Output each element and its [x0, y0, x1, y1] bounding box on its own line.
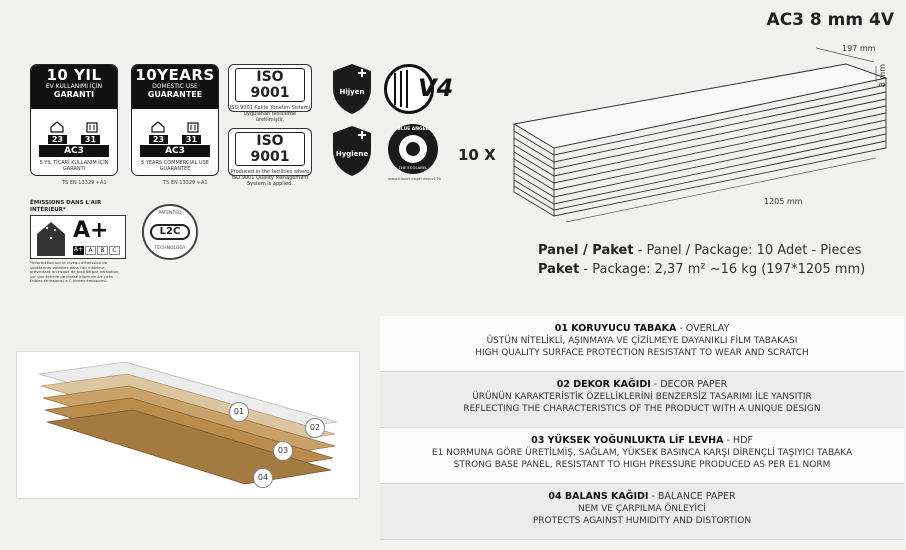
blue-angel-icon — [388, 124, 438, 174]
badge-tr-label: GARANTI — [53, 90, 95, 99]
v4-label: V4 — [418, 74, 454, 102]
emission-scale — [73, 246, 120, 255]
layer-desc-en: REFLECTING THE CHARACTERISTICS OF THE PRODUCT WITH A UNIQUE DESIGN — [463, 404, 821, 414]
layer-title: 01 KORUYUCU TABAKA — [554, 323, 677, 334]
pkg1-label: Panel / Paket — [538, 243, 634, 258]
house-icon — [50, 121, 64, 133]
iso-en-text: Produced in the facilities where ISO 9001 Quality Management System is applied. — [230, 169, 310, 187]
layer-row — [380, 484, 904, 540]
layer-tag-02: 02 — [305, 418, 325, 438]
layer-desc-en: PROTECTS AGAINST HUMIDITY AND DISTORTION — [532, 516, 752, 526]
layer-desc-tr: E1 NORMUNA GÖRE ÜRETİLMİŞ, SAĞLAM, YÜKSEK BASINCA KARŞI DİRENÇLİ TAŞIYICI TABAKA — [431, 448, 853, 458]
badge-en-class-31: 31 — [182, 135, 201, 144]
layer-tag-03: 03 — [273, 441, 293, 461]
pkg2-label: Paket — [538, 262, 580, 277]
badge-tr-code: TS EN 13329 +A1 — [62, 180, 107, 186]
dim-thickness: 8 mm — [878, 64, 887, 88]
blue-angel-top: BLUE ANGEL — [397, 127, 429, 132]
layers-table — [380, 316, 904, 540]
guarantee-badge-tr — [30, 64, 118, 176]
badge-en-label: GUARANTEE — [147, 90, 203, 99]
layer-desc-tr: ÜSTÜN NİTELİKLİ, AŞINMAYA VE ÇİZİLMEYE DAYANIKLI FİLM TABAKASI — [486, 336, 798, 346]
layer-title-en: - HDF — [723, 435, 753, 446]
badge-tr-class-23: 23 — [48, 135, 67, 144]
blue-angel-code: www.blauer-engel.de/uz176 — [388, 176, 441, 181]
emission-class-b: B — [97, 246, 108, 255]
building-icon — [186, 121, 200, 133]
layer-row — [380, 372, 904, 428]
guarantee-badge-en — [131, 64, 219, 176]
spec-title: AC3 8 mm 4V — [766, 10, 894, 30]
house-emission-icon — [33, 218, 69, 258]
l2c-bottom: TECHNOLOGY — [154, 246, 186, 251]
iso-9001-badge-tr — [228, 64, 312, 123]
emission-class-aplus: A+ — [73, 246, 84, 253]
badge-tr-grade: AC3 — [39, 145, 109, 157]
emission-grade: A+ — [73, 218, 109, 243]
layer-row — [380, 316, 904, 372]
l2c-badge — [142, 204, 198, 260]
badge-en-code: TS EN 13329 +A1 — [163, 180, 208, 186]
layer-desc-tr: ÜRÜNÜN KARAKTERİSTİK ÖZELLİKLERİNİ BENZERSİZ TASARIMI İLE YANSITIR — [472, 392, 812, 402]
iso-tr-text: ISO 9001 Kalite Yönetim Sistemi uygulanan tesislerde üretilmiştir. — [229, 105, 311, 123]
badge-en-note: 5 YEARS COMMERCIAL USE GUARANTEE — [141, 160, 209, 172]
iso-en-title: ISO 9001 — [235, 132, 305, 166]
layer-tag-04: 04 — [253, 468, 273, 488]
layer-row — [380, 428, 904, 484]
layer-title: 02 DEKOR KAĞIDI — [556, 379, 651, 390]
badge-tr-class-31: 31 — [81, 135, 100, 144]
house-icon — [151, 121, 165, 133]
quantity-multiplier: 10 X — [458, 146, 496, 164]
badge-tr-big: 10 YIL — [46, 66, 102, 84]
package-size-line — [538, 262, 865, 277]
hijyen-label: Hijyen — [339, 88, 365, 96]
iso-tr-title: ISO 9001 — [235, 68, 305, 102]
layer-desc-en: STRONG BASE PANEL, RESISTANT TO HIGH PRESSURE PRODUCED AS PER E1 NORM — [453, 460, 831, 470]
blue-angel-bottom: THE ECOLABEL — [398, 165, 428, 170]
layer-tag-01: 01 — [229, 402, 249, 422]
badge-tr-note: 5 YIL TİCARİ KULLANIM İÇİN GARANTI — [39, 160, 109, 172]
building-icon — [85, 121, 99, 133]
layers-illustration — [16, 351, 360, 499]
layer-desc-en: HIGH QUALITY SURFACE PROTECTION RESISTANT TO WEAR AND SCRATCH — [475, 348, 809, 358]
l2c-top: PATENTED — [158, 211, 182, 216]
layer-title-en: - DECOR PAPER — [650, 379, 728, 390]
hygiene-label: Hygiene — [335, 150, 369, 158]
dim-length: 1205 mm — [764, 197, 803, 206]
badge-en-grade: AC3 — [140, 145, 210, 157]
emission-header: ÉMISSIONS DANS L'AIR INTÉRIEUR* — [30, 200, 102, 213]
badge-en-big: 10YEARS — [135, 66, 215, 84]
badge-tr-small: EV KULLANIMI İÇİN — [45, 83, 103, 90]
layer-title: 04 BALANS KAĞIDI — [548, 491, 649, 502]
pkg1-text: - Panel / Package: 10 Adet - Pieces — [633, 243, 862, 258]
layer-desc-tr: NEM VE ÇARPILMA ÖNLEYİCİ — [578, 504, 706, 514]
emission-class-c: C — [109, 246, 120, 255]
package-stack-drawing — [496, 44, 896, 234]
emission-class-a: A — [85, 246, 96, 255]
layer-title-en: - BALANCE PAPER — [648, 491, 736, 502]
emission-label — [30, 200, 126, 284]
package-pieces-line — [538, 243, 861, 258]
badge-en-small: DOMESTIC USE — [152, 83, 198, 90]
iso-9001-badge-en — [228, 128, 312, 187]
layer-title-en: - OVERLAY — [676, 323, 730, 334]
l2c-main: L2C — [150, 224, 190, 240]
dim-width: 197 mm — [842, 44, 876, 53]
pkg2-text: - Package: 2,37 m² ~16 kg (197*1205 mm) — [579, 262, 866, 277]
layer-title: 03 YÜKSEK YOĞUNLUKTA LİF LEVHA — [531, 435, 724, 446]
badge-en-class-23: 23 — [149, 135, 168, 144]
emission-text: *Information sur le niveau d'émission de substances volatiles dans l'air intérieur, présentant un risque de toxicité par inhalation, sur une échelle de classe allant de A+ (très faibles émissions) à C (fortes émissions). — [30, 260, 120, 284]
